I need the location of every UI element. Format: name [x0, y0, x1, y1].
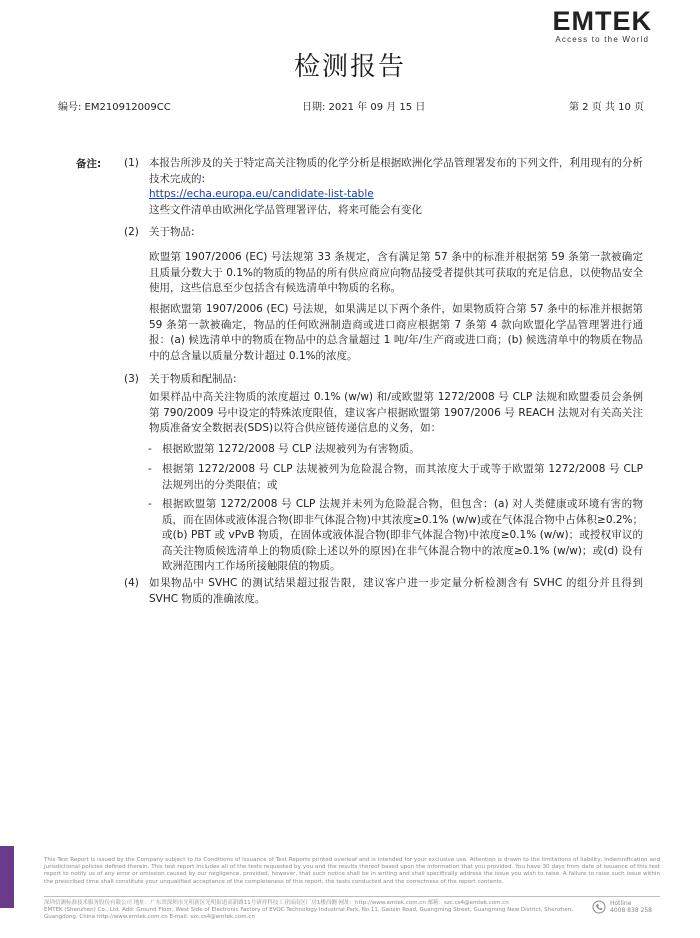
note-2-paragraph-2: 根据欧盟第 1907/2006 (EC) 号法规，如果满足以下两个条件，如果物质符合第 57 条中的标准并根据第 59 条第一款被确定，物品的任何欧洲制造商或进口商应根据第 7 条第 4 款向欧盟化学品管理署进行通报：(a) 候选清单中的物质在物品中的总含量超过 1 吨/年/生产商或进口商；(b) 候选清单中的物质在物品中的总含量以质量分数计超过 0.1%的浓度。 — [149, 303, 643, 362]
note-2-heading: 关于物品: — [149, 226, 195, 238]
note-3-bullet: 根据第 1272/2008 号 CLP 法规被列为危险混合物，而其浓度大于或等于欧盟第 1272/2008 号 CLP 法规列出的分类限值；或 — [162, 463, 643, 491]
note-number: (3) — [124, 373, 139, 385]
note-2-paragraph-1: 欧盟第 1907/2006 (EC) 号法规第 33 条规定，含有满足第 57 条中的标准并根据第 59 条第一款被确定且质量分数大于 0.1%的物质的物品的所有供应商应向物品接受者提供其可获取的充足信息，以使物品安全使用，这些信息至少包括含有候选清单中物质的名称。 — [149, 251, 643, 294]
bullet-mark: - — [148, 443, 152, 455]
note-number: (4) — [124, 577, 139, 589]
hotline-number: 4008 838 258 — [610, 907, 652, 914]
note-number: (1) — [124, 157, 139, 169]
footer-divider — [44, 896, 660, 897]
company-logo — [553, 6, 653, 44]
logo-text: EMTEK — [552, 6, 652, 36]
hotline-label: Hotline — [610, 900, 632, 907]
note-number: (2) — [124, 226, 139, 238]
note-1 — [149, 156, 643, 218]
bullet-mark: - — [148, 498, 152, 510]
report-number: 编号: EM210912009CC — [58, 102, 171, 113]
echa-candidate-list-link[interactable]: https://echa.europa.eu/candidate-list-table — [149, 188, 374, 200]
bullet-mark: - — [148, 463, 152, 475]
accent-bar — [0, 846, 14, 908]
phone-icon — [592, 900, 606, 914]
notes-label: 备注: — [76, 158, 102, 170]
note-3-heading: 关于物质和配制品: — [149, 373, 237, 385]
footer-address — [44, 900, 589, 922]
logo-tagline: Access to the World — [555, 35, 650, 44]
note-3-bullet: 根据欧盟第 1272/2008 号 CLP 法规并未列为危险混合物，但包含：(a) 对人类健康或环境有害的物质，而在固体或液体混合物(即非气体混合物)中其浓度≥0.1% (w/w)或在气体混合物中占体积≥0.2%；或(b) PBT 或 vPvB 物质，在固体或液体混合物(即非气体混合物)中浓度≥0.1% (w/w)；或授权审议的高关注物质候选清单上的物质(除上述以外的原因)在非气体混合物中的浓度≥0.1% (w/w)；或(d) 设有欧洲范围内工作场所接触限值的物质。 — [162, 498, 643, 572]
note-3-paragraph: 如果样品中高关注物质的浓度超过 0.1% (w/w) 和/或欧盟第 1272/2008 号 CLP 法规和欧盟委员会条例第 790/2009 号中设定的特殊浓度限值，建议客户根据欧盟第 1907/2006 号 REACH 法规对有关高关注物质准备安全数据表(SDS)以符合供应链传递信息的义务，如： — [149, 391, 643, 434]
note-3-bullet: 根据欧盟第 1272/2008 号 CLP 法规被列为有害物质。 — [162, 443, 420, 455]
note-1-remark: 这些文件清单由欧洲化学品管理署评估，将来可能会有变化 — [149, 203, 422, 216]
page-indicator: 第 2 页 共 10 页 — [569, 102, 644, 113]
footer-address-en: EMTEK (Shenzhen) Co., Ltd. Add: Ground Floor, West Side of Electronic Factory of EVOC Technology Industrial Park, No.11, Gaoxin Road, Guangming Street, Guangming New District, Shenzhen, Guangdong, China http://www.emtek.com.cn E-mail: szc.cs4@emtek.com.cn — [44, 907, 573, 921]
footer-address-cn: 深圳信测标准技术服务股份有限公司 地址：广东省深圳市光明新区光明街道高新路11号研祥科技工业园南区厂房1楼西侧 网址：http://www.emtek.com.cn 邮箱：szc.cs4@emtek.com.cn — [44, 900, 509, 906]
note-1-text: 本报告所涉及的关于特定高关注物质的化学分析是根据欧洲化学品管理署发布的下列文件，利用现有的分析技术完成的: — [149, 157, 643, 185]
page-title: 检测报告 — [293, 52, 406, 82]
report-date: 日期: 2021 年 09 月 15 日 — [302, 102, 426, 113]
note-4-text: 如果物品中 SVHC 的测试结果超过报告限，建议客户进一步定量分析检测含有 SVHC 的组分并且得到 SVHC 物质的准确浓度。 — [149, 577, 643, 605]
legal-disclaimer: This Test Report is issued by the Company subject to its Conditions of Issuance of Test Reports printed overleaf and is intended for your exclusive use. Attention is drawn to the limitations of liability, indemnification and jurisdictional policies defined therein. This test report includes all of the tests requested by you and the results thereof based upon the information that you provided. You have 30 days from date of issuance of this test report to notify us of any error or omission caused by our negligence, provided, however, that such notice shall be in writing and shall specifically address the issue you wish to raise. A failure to raise such issue within the prescribed time shall constitute your unqualified acceptance of the completeness of this report, the tests conducted and the correctness of the report contents. — [44, 857, 660, 885]
